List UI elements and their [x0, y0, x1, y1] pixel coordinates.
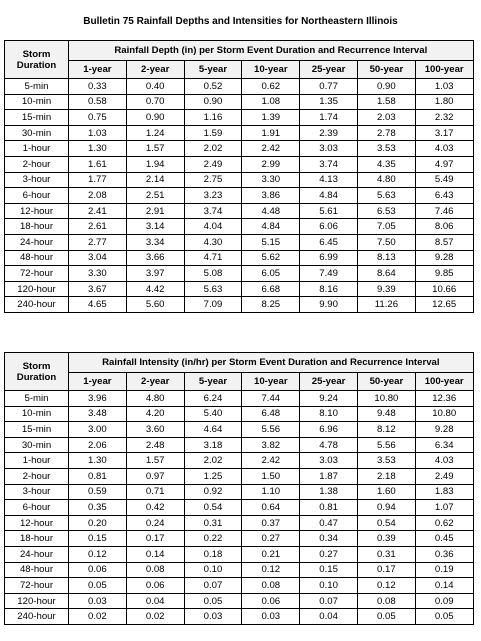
- duration-cell: 48-hour: [5, 250, 69, 266]
- value-cell: 0.47: [300, 515, 358, 531]
- value-cell: 0.52: [184, 79, 242, 95]
- value-cell: 1.24: [126, 125, 184, 141]
- value-cell: 2.06: [69, 437, 127, 453]
- value-cell: 4.80: [126, 391, 184, 407]
- table-row: [5, 515, 474, 531]
- value-cell: 0.45: [415, 531, 473, 547]
- value-cell: 3.66: [126, 250, 184, 266]
- recurrence-interval-header: 50-year: [357, 373, 415, 391]
- table-row: [5, 578, 474, 594]
- value-cell: 3.97: [126, 266, 184, 282]
- value-cell: 1.83: [415, 484, 473, 500]
- value-cell: 2.14: [126, 172, 184, 188]
- table-row: [5, 609, 474, 625]
- duration-cell: 30-min: [5, 437, 69, 453]
- value-cell: 0.12: [242, 562, 300, 578]
- value-cell: 3.67: [69, 281, 127, 297]
- value-cell: 0.71: [126, 484, 184, 500]
- value-cell: 4.65: [69, 297, 127, 313]
- value-cell: 9.39: [357, 281, 415, 297]
- value-cell: 3.53: [357, 141, 415, 157]
- value-cell: 5.60: [126, 297, 184, 313]
- recurrence-interval-header: 10-year: [242, 61, 300, 79]
- value-cell: 2.18: [357, 468, 415, 484]
- value-cell: 2.42: [242, 141, 300, 157]
- value-cell: 1.57: [126, 453, 184, 469]
- value-cell: 0.58: [69, 94, 127, 110]
- value-cell: 3.48: [69, 406, 127, 422]
- value-cell: 5.08: [184, 266, 242, 282]
- table-group-header: Rainfall Intensity (in/hr) per Storm Event Duration and Recurrence Interval: [69, 353, 474, 373]
- value-cell: 3.03: [300, 141, 358, 157]
- value-cell: 3.04: [69, 250, 127, 266]
- value-cell: 0.05: [357, 609, 415, 625]
- value-cell: 0.05: [415, 609, 473, 625]
- value-cell: 1.25: [184, 468, 242, 484]
- value-cell: 0.21: [242, 546, 300, 562]
- value-cell: 0.09: [415, 593, 473, 609]
- value-cell: 1.87: [300, 468, 358, 484]
- value-cell: 5.61: [300, 203, 358, 219]
- value-cell: 1.74: [300, 110, 358, 126]
- value-cell: 2.91: [126, 203, 184, 219]
- value-cell: 0.07: [300, 593, 358, 609]
- value-cell: 1.39: [242, 110, 300, 126]
- value-cell: 0.19: [415, 562, 473, 578]
- value-cell: 3.60: [126, 422, 184, 438]
- duration-cell: 3-hour: [5, 484, 69, 500]
- value-cell: 0.90: [357, 79, 415, 95]
- value-cell: 2.02: [184, 453, 242, 469]
- value-cell: 0.10: [184, 562, 242, 578]
- value-cell: 0.04: [126, 593, 184, 609]
- value-cell: 0.27: [300, 546, 358, 562]
- table-row: [5, 531, 474, 547]
- value-cell: 0.06: [242, 593, 300, 609]
- duration-cell: 6-hour: [5, 500, 69, 516]
- value-cell: 9.28: [415, 250, 473, 266]
- value-cell: 2.77: [69, 234, 127, 250]
- value-cell: 1.03: [415, 79, 473, 95]
- value-cell: 4.78: [300, 437, 358, 453]
- value-cell: 0.64: [242, 500, 300, 516]
- table-row: [5, 141, 474, 157]
- value-cell: 1.07: [415, 500, 473, 516]
- value-cell: 10.80: [415, 406, 473, 422]
- table-row: [5, 297, 474, 313]
- value-cell: 0.81: [300, 500, 358, 516]
- value-cell: 2.32: [415, 110, 473, 126]
- value-cell: 2.78: [357, 125, 415, 141]
- rainfall-depth-table: [4, 40, 474, 313]
- recurrence-interval-header: 25-year: [300, 61, 358, 79]
- value-cell: 0.14: [415, 578, 473, 594]
- table-row: [5, 250, 474, 266]
- duration-cell: 10-min: [5, 94, 69, 110]
- value-cell: 1.30: [69, 453, 127, 469]
- value-cell: 7.46: [415, 203, 473, 219]
- value-cell: 9.48: [357, 406, 415, 422]
- value-cell: 1.08: [242, 94, 300, 110]
- value-cell: 0.33: [69, 79, 127, 95]
- value-cell: 0.02: [69, 609, 127, 625]
- value-cell: 4.30: [184, 234, 242, 250]
- value-cell: 5.62: [242, 250, 300, 266]
- value-cell: 0.39: [357, 531, 415, 547]
- value-cell: 2.08: [69, 188, 127, 204]
- value-cell: 1.61: [69, 156, 127, 172]
- table-row: [5, 281, 474, 297]
- value-cell: 2.03: [357, 110, 415, 126]
- value-cell: 7.50: [357, 234, 415, 250]
- value-cell: 6.43: [415, 188, 473, 204]
- value-cell: 0.54: [357, 515, 415, 531]
- value-cell: 8.12: [357, 422, 415, 438]
- value-cell: 5.63: [357, 188, 415, 204]
- value-cell: 0.03: [69, 593, 127, 609]
- value-cell: 1.30: [69, 141, 127, 157]
- value-cell: 0.07: [184, 578, 242, 594]
- value-cell: 1.38: [300, 484, 358, 500]
- table-row: [5, 188, 474, 204]
- value-cell: 1.16: [184, 110, 242, 126]
- value-cell: 0.92: [184, 484, 242, 500]
- value-cell: 0.94: [357, 500, 415, 516]
- recurrence-interval-header: 50-year: [357, 61, 415, 79]
- value-cell: 0.75: [69, 110, 127, 126]
- value-cell: 3.74: [184, 203, 242, 219]
- table-row: [5, 406, 474, 422]
- duration-cell: 12-hour: [5, 203, 69, 219]
- value-cell: 1.59: [184, 125, 242, 141]
- value-cell: 1.77: [69, 172, 127, 188]
- document-title: Bulletin 75 Rainfall Depths and Intensities for Northeastern Illinois: [83, 16, 398, 27]
- duration-cell: 10-min: [5, 406, 69, 422]
- value-cell: 1.10: [242, 484, 300, 500]
- value-cell: 1.50: [242, 468, 300, 484]
- recurrence-interval-header: 10-year: [242, 373, 300, 391]
- value-cell: 0.59: [69, 484, 127, 500]
- recurrence-interval-header: 5-year: [184, 373, 242, 391]
- value-cell: 0.04: [300, 609, 358, 625]
- duration-cell: 1-hour: [5, 141, 69, 157]
- value-cell: 4.20: [126, 406, 184, 422]
- recurrence-interval-header: 100-year: [415, 61, 473, 79]
- value-cell: 6.34: [415, 437, 473, 453]
- value-cell: 4.04: [184, 219, 242, 235]
- duration-cell: 72-hour: [5, 266, 69, 282]
- table-row: [5, 266, 474, 282]
- value-cell: 1.57: [126, 141, 184, 157]
- value-cell: 2.48: [126, 437, 184, 453]
- value-cell: 0.62: [242, 79, 300, 95]
- duration-cell: 120-hour: [5, 593, 69, 609]
- table-row: [5, 110, 474, 126]
- storm-duration-header: Storm Duration: [5, 41, 69, 79]
- value-cell: 7.49: [300, 266, 358, 282]
- value-cell: 2.61: [69, 219, 127, 235]
- value-cell: 3.17: [415, 125, 473, 141]
- value-cell: 6.05: [242, 266, 300, 282]
- value-cell: 4.97: [415, 156, 473, 172]
- value-cell: 0.90: [184, 94, 242, 110]
- value-cell: 1.03: [69, 125, 127, 141]
- value-cell: 0.17: [126, 531, 184, 547]
- value-cell: 12.36: [415, 391, 473, 407]
- duration-cell: 240-hour: [5, 609, 69, 625]
- value-cell: 0.12: [357, 578, 415, 594]
- value-cell: 0.20: [69, 515, 127, 531]
- recurrence-interval-header: 1-year: [69, 61, 127, 79]
- table-row: [5, 79, 474, 95]
- value-cell: 0.35: [69, 500, 127, 516]
- value-cell: 0.08: [126, 562, 184, 578]
- value-cell: 6.24: [184, 391, 242, 407]
- value-cell: 0.05: [184, 593, 242, 609]
- value-cell: 3.18: [184, 437, 242, 453]
- duration-cell: 6-hour: [5, 188, 69, 204]
- value-cell: 0.31: [184, 515, 242, 531]
- value-cell: 0.18: [184, 546, 242, 562]
- value-cell: 7.44: [242, 391, 300, 407]
- table-row: [5, 500, 474, 516]
- value-cell: 4.84: [242, 219, 300, 235]
- duration-cell: 15-min: [5, 422, 69, 438]
- value-cell: 0.31: [357, 546, 415, 562]
- value-cell: 9.85: [415, 266, 473, 282]
- value-cell: 0.24: [126, 515, 184, 531]
- table-row: [5, 484, 474, 500]
- value-cell: 0.40: [126, 79, 184, 95]
- value-cell: 3.30: [242, 172, 300, 188]
- value-cell: 8.25: [242, 297, 300, 313]
- value-cell: 9.24: [300, 391, 358, 407]
- duration-cell: 18-hour: [5, 531, 69, 547]
- storm-duration-header: Storm Duration: [5, 353, 69, 391]
- table-row: [5, 94, 474, 110]
- value-cell: 6.96: [300, 422, 358, 438]
- value-cell: 2.49: [184, 156, 242, 172]
- rainfall-intensity-table: [4, 352, 474, 625]
- table-row: [5, 593, 474, 609]
- table-row: [5, 468, 474, 484]
- value-cell: 5.56: [242, 422, 300, 438]
- value-cell: 3.34: [126, 234, 184, 250]
- value-cell: 4.71: [184, 250, 242, 266]
- value-cell: 2.49: [415, 468, 473, 484]
- value-cell: 0.06: [69, 562, 127, 578]
- duration-cell: 2-hour: [5, 156, 69, 172]
- value-cell: 8.13: [357, 250, 415, 266]
- value-cell: 0.54: [184, 500, 242, 516]
- table-row: [5, 172, 474, 188]
- value-cell: 6.68: [242, 281, 300, 297]
- value-cell: 3.96: [69, 391, 127, 407]
- table-row: [5, 437, 474, 453]
- value-cell: 5.40: [184, 406, 242, 422]
- duration-cell: 5-min: [5, 391, 69, 407]
- value-cell: 10.66: [415, 281, 473, 297]
- value-cell: 0.36: [415, 546, 473, 562]
- duration-cell: 5-min: [5, 79, 69, 95]
- value-cell: 3.53: [357, 453, 415, 469]
- value-cell: 4.03: [415, 453, 473, 469]
- recurrence-interval-header: 5-year: [184, 61, 242, 79]
- value-cell: 2.39: [300, 125, 358, 141]
- table-group-header: Rainfall Depth (in) per Storm Event Duration and Recurrence Interval: [69, 41, 474, 61]
- value-cell: 2.02: [184, 141, 242, 157]
- value-cell: 2.75: [184, 172, 242, 188]
- value-cell: 0.37: [242, 515, 300, 531]
- value-cell: 4.13: [300, 172, 358, 188]
- value-cell: 0.10: [300, 578, 358, 594]
- value-cell: 5.15: [242, 234, 300, 250]
- value-cell: 0.17: [357, 562, 415, 578]
- value-cell: 0.08: [242, 578, 300, 594]
- duration-cell: 12-hour: [5, 515, 69, 531]
- table-row: [5, 562, 474, 578]
- value-cell: 4.03: [415, 141, 473, 157]
- value-cell: 5.49: [415, 172, 473, 188]
- value-cell: 1.91: [242, 125, 300, 141]
- value-cell: 4.48: [242, 203, 300, 219]
- value-cell: 0.97: [126, 468, 184, 484]
- value-cell: 3.30: [69, 266, 127, 282]
- duration-cell: 18-hour: [5, 219, 69, 235]
- duration-cell: 24-hour: [5, 234, 69, 250]
- value-cell: 0.05: [69, 578, 127, 594]
- value-cell: 6.06: [300, 219, 358, 235]
- value-cell: 6.48: [242, 406, 300, 422]
- value-cell: 0.22: [184, 531, 242, 547]
- table-row: [5, 546, 474, 562]
- table-row: [5, 125, 474, 141]
- value-cell: 3.23: [184, 188, 242, 204]
- value-cell: 1.94: [126, 156, 184, 172]
- duration-cell: 30-min: [5, 125, 69, 141]
- value-cell: 3.03: [300, 453, 358, 469]
- table-row: [5, 453, 474, 469]
- value-cell: 6.99: [300, 250, 358, 266]
- value-cell: 4.35: [357, 156, 415, 172]
- table-row: [5, 203, 474, 219]
- value-cell: 1.58: [357, 94, 415, 110]
- value-cell: 12.65: [415, 297, 473, 313]
- value-cell: 0.03: [184, 609, 242, 625]
- value-cell: 0.08: [357, 593, 415, 609]
- duration-cell: 1-hour: [5, 453, 69, 469]
- duration-cell: 240-hour: [5, 297, 69, 313]
- table-row: [5, 422, 474, 438]
- duration-cell: 120-hour: [5, 281, 69, 297]
- value-cell: 3.00: [69, 422, 127, 438]
- duration-cell: 2-hour: [5, 468, 69, 484]
- duration-cell: 72-hour: [5, 578, 69, 594]
- value-cell: 0.02: [126, 609, 184, 625]
- value-cell: 8.10: [300, 406, 358, 422]
- value-cell: 3.82: [242, 437, 300, 453]
- value-cell: 0.62: [415, 515, 473, 531]
- value-cell: 4.64: [184, 422, 242, 438]
- value-cell: 6.53: [357, 203, 415, 219]
- value-cell: 1.80: [415, 94, 473, 110]
- recurrence-interval-header: 1-year: [69, 373, 127, 391]
- duration-cell: 15-min: [5, 110, 69, 126]
- value-cell: 3.74: [300, 156, 358, 172]
- table-row: [5, 156, 474, 172]
- value-cell: 1.60: [357, 484, 415, 500]
- value-cell: 0.15: [69, 531, 127, 547]
- value-cell: 7.09: [184, 297, 242, 313]
- value-cell: 4.80: [357, 172, 415, 188]
- value-cell: 6.45: [300, 234, 358, 250]
- value-cell: 7.05: [357, 219, 415, 235]
- recurrence-interval-header: 2-year: [126, 61, 184, 79]
- recurrence-interval-header: 2-year: [126, 373, 184, 391]
- value-cell: 5.63: [184, 281, 242, 297]
- value-cell: 0.03: [242, 609, 300, 625]
- duration-cell: 24-hour: [5, 546, 69, 562]
- value-cell: 0.70: [126, 94, 184, 110]
- value-cell: 10.80: [357, 391, 415, 407]
- table-row: [5, 391, 474, 407]
- value-cell: 0.42: [126, 500, 184, 516]
- recurrence-interval-header: 100-year: [415, 373, 473, 391]
- value-cell: 0.14: [126, 546, 184, 562]
- value-cell: 8.16: [300, 281, 358, 297]
- table-row: [5, 234, 474, 250]
- value-cell: 2.42: [242, 453, 300, 469]
- value-cell: 4.42: [126, 281, 184, 297]
- value-cell: 0.06: [126, 578, 184, 594]
- value-cell: 9.28: [415, 422, 473, 438]
- value-cell: 0.81: [69, 468, 127, 484]
- duration-cell: 48-hour: [5, 562, 69, 578]
- duration-cell: 3-hour: [5, 172, 69, 188]
- value-cell: 2.41: [69, 203, 127, 219]
- value-cell: 3.86: [242, 188, 300, 204]
- value-cell: 4.84: [300, 188, 358, 204]
- value-cell: 0.34: [300, 531, 358, 547]
- value-cell: 0.15: [300, 562, 358, 578]
- table-row: [5, 219, 474, 235]
- value-cell: 9.90: [300, 297, 358, 313]
- value-cell: 2.51: [126, 188, 184, 204]
- value-cell: 8.57: [415, 234, 473, 250]
- value-cell: 8.06: [415, 219, 473, 235]
- recurrence-interval-header: 25-year: [300, 373, 358, 391]
- value-cell: 0.12: [69, 546, 127, 562]
- value-cell: 2.99: [242, 156, 300, 172]
- value-cell: 11.26: [357, 297, 415, 313]
- value-cell: 3.14: [126, 219, 184, 235]
- value-cell: 0.77: [300, 79, 358, 95]
- value-cell: 0.90: [126, 110, 184, 126]
- value-cell: 5.56: [357, 437, 415, 453]
- value-cell: 8.64: [357, 266, 415, 282]
- value-cell: 1.35: [300, 94, 358, 110]
- value-cell: 0.27: [242, 531, 300, 547]
